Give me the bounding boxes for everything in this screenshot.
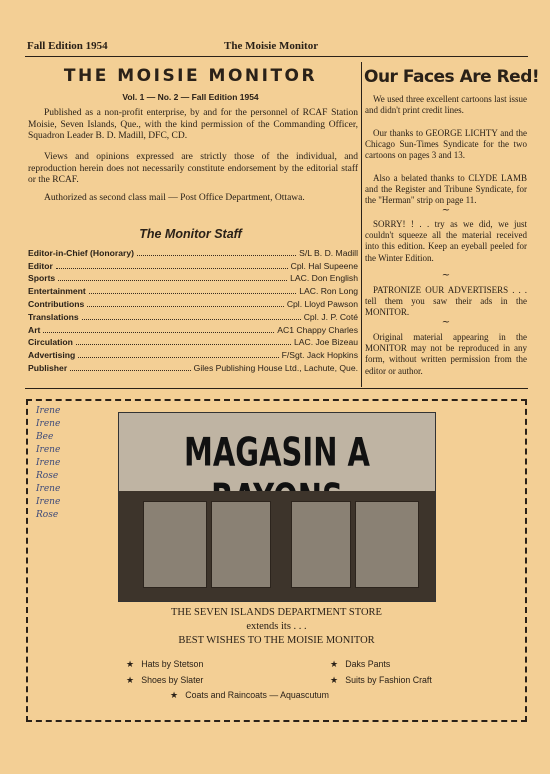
faces-red-title: Our Faces Are Red! xyxy=(364,67,540,87)
staff-role: Translations xyxy=(28,311,79,322)
running-title: The Moisie Monitor xyxy=(224,40,319,52)
lamb-thanks: Also a belated thanks to CLYDE LAMB and the Register and Tribune Syndicate, for the "Herman" strip on page 11. xyxy=(365,173,527,206)
leader-dots xyxy=(43,332,274,333)
staff-row xyxy=(28,309,358,322)
store-sign-text: MAGASIN A xyxy=(183,429,371,475)
handwritten-name: Rose xyxy=(36,510,59,520)
leader-dots xyxy=(76,344,291,345)
storefront xyxy=(119,491,435,601)
feature-text: Hats by Stetson xyxy=(141,659,204,669)
staff-name: Cpl. J. P. Coté xyxy=(303,311,358,322)
staff-role: Art xyxy=(28,324,41,335)
staff-row xyxy=(28,258,358,271)
feature-text: Daks Pants xyxy=(345,659,391,669)
handwritten-name: Irene xyxy=(36,419,61,429)
staff-name: Cpl. Lloyd Pawson xyxy=(286,298,358,309)
staff-name: F/Sgt. Jack Hopkins xyxy=(281,350,358,361)
staff-role: Contributions xyxy=(28,298,85,309)
staff-name: LAC. Ron Long xyxy=(299,286,358,297)
handwritten-name: Irene xyxy=(36,484,61,494)
display-window xyxy=(211,501,271,588)
handwritten-names xyxy=(36,405,60,522)
staff-row xyxy=(28,335,358,348)
section-divider xyxy=(25,388,528,389)
handwritten-name: Irene xyxy=(36,458,61,468)
lichty-thanks: Our thanks to GEORGE LICHTY and the Chicago Sun-Times Syndicate for the two cartoons on pages 3 and 13. xyxy=(365,128,527,161)
store-photo xyxy=(118,412,436,602)
store-name: THE SEVEN ISLANDS DEPARTMENT STORE xyxy=(171,607,382,618)
leader-dots xyxy=(70,370,190,371)
leader-dots xyxy=(89,293,296,294)
display-window xyxy=(143,501,207,588)
staff-role: Entertainment xyxy=(28,286,86,297)
best-wishes: BEST WISHES TO THE MOISIE MONITOR xyxy=(178,635,375,646)
handwritten-name: Irene xyxy=(36,406,61,416)
leader-dots xyxy=(58,280,287,281)
handwritten-name: Bee xyxy=(36,432,54,442)
staff-row xyxy=(28,271,358,284)
staff-name: LAC. Don English xyxy=(290,273,358,284)
staff-row xyxy=(28,360,358,373)
masthead-title: THE MOISIE MONITOR xyxy=(63,66,318,86)
staff-name: Giles Publishing House Ltd., Lachute, Que. xyxy=(193,362,358,373)
edition-label: Fall Edition 1954 xyxy=(27,40,108,52)
star-icon: ★ xyxy=(126,659,134,669)
staff-role: Publisher xyxy=(28,362,68,373)
staff-row xyxy=(28,322,358,335)
volume-line: Vol. 1 — No. 2 — Fall Edition 1954 xyxy=(122,92,259,102)
staff-role: Sports xyxy=(28,273,56,284)
staff-role: Editor-in-Chief (Honorary) xyxy=(28,247,134,258)
divider-squiggle: ~ xyxy=(441,317,451,328)
divider-squiggle: ~ xyxy=(441,205,451,216)
header-rule xyxy=(25,56,528,57)
credits-note: We used three excellent cartoons last issue and didn't print credit lines. xyxy=(365,94,527,116)
star-icon: ★ xyxy=(126,675,134,685)
feature-item xyxy=(170,690,329,701)
handwritten-name: Irene xyxy=(36,497,61,507)
divider-squiggle: ~ xyxy=(441,270,451,281)
handwritten-name: Rose xyxy=(36,471,59,481)
feature-item xyxy=(126,659,203,670)
intro-paragraph: Published as a non-profit enterprise, by and for the personnel of RCAF Station Moisie, Seven Islands, Que., with the kind permission of the Commanding Officer, Squadron Leader B. D. Madill, DFC, CD. xyxy=(28,108,358,141)
staff-role: Circulation xyxy=(28,337,73,348)
staff-role: Editor xyxy=(28,260,53,271)
display-window xyxy=(291,501,351,588)
staff-name: LAC. Joe Bizeau xyxy=(293,337,358,348)
patronize-note: PATRONIZE OUR ADVERTISERS . . . tell them you saw their ads in the MONITOR. xyxy=(365,285,527,318)
staff-list xyxy=(28,245,358,373)
staff-title: The Monitor Staff xyxy=(139,227,242,241)
disclaimer-paragraph: Views and opinions expressed are strictly those of the individual, and reproduction herein does not necessarily constitute endorsement by the editorial staff or the RCAF. xyxy=(28,152,358,185)
staff-role: Advertising xyxy=(28,350,76,361)
staff-row xyxy=(28,245,358,258)
star-icon: ★ xyxy=(330,675,338,685)
star-icon: ★ xyxy=(170,690,178,700)
sorry-note: SORRY! ! . . try as we did, we just couldn't squeeze all the material received into this edition. Keep an eyeball peeled for the Winter Edition. xyxy=(365,219,527,263)
copyright-note: Original material appearing in the MONITOR may not be reproduced in any form, without written permission from the editor or author. xyxy=(365,332,527,376)
feature-text: Shoes by Slater xyxy=(141,675,204,685)
feature-item xyxy=(330,675,432,686)
feature-item xyxy=(126,675,203,686)
leader-dots xyxy=(56,268,288,269)
feature-text: Coats and Raincoats — Aquascutum xyxy=(185,690,329,700)
star-icon: ★ xyxy=(330,659,338,669)
feature-item xyxy=(330,659,390,670)
staff-row xyxy=(28,296,358,309)
feature-text: Suits by Fashion Craft xyxy=(345,675,432,685)
extends-line: extends its . . . xyxy=(246,621,307,632)
leader-dots xyxy=(137,255,296,256)
staff-name: S/L B. D. Madill xyxy=(299,247,358,258)
column-divider xyxy=(361,62,362,387)
staff-row xyxy=(28,347,358,360)
leader-dots xyxy=(87,306,283,307)
handwritten-name: Irene xyxy=(36,445,61,455)
staff-row xyxy=(28,283,358,296)
staff-name: AC1 Chappy Charles xyxy=(277,324,358,335)
leader-dots xyxy=(78,357,278,358)
mail-authorization: Authorized as second class mail — Post Office Department, Ottawa. xyxy=(44,193,305,203)
display-window xyxy=(355,501,419,588)
staff-name: Cpl. Hal Supeene xyxy=(290,260,358,271)
leader-dots xyxy=(82,319,301,320)
